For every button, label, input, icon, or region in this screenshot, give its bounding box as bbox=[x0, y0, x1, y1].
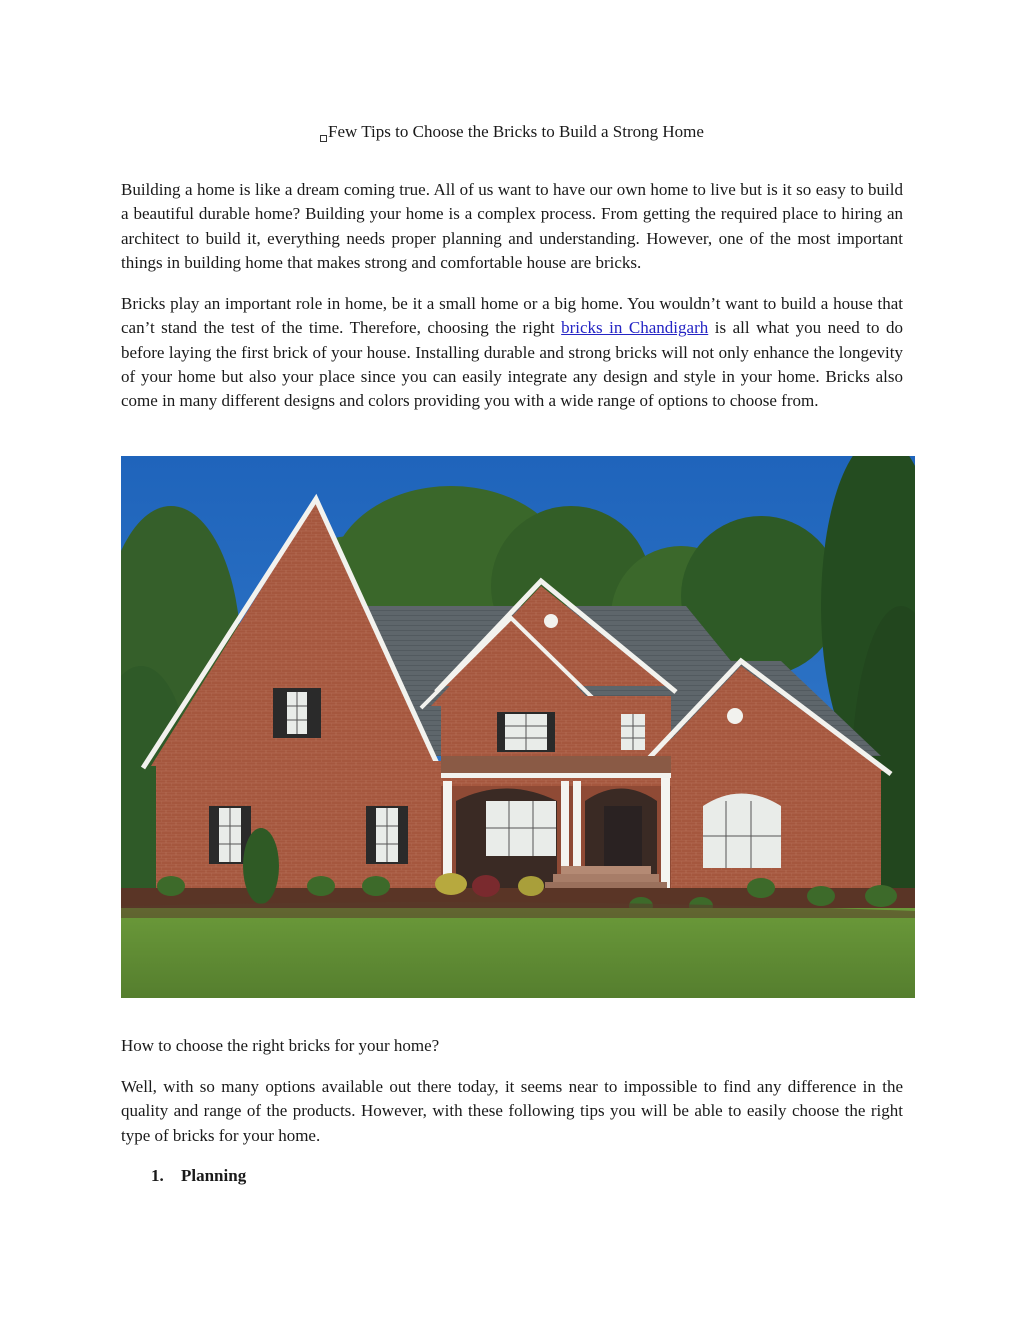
tips-list bbox=[151, 1164, 246, 1188]
paragraph-text: Bricks play an important role in home, be it a small home or a big home. You wouldn’t want to build a house that can’t stand the test of the time. Therefore, choosing the right bbox=[121, 294, 903, 338]
bricks-in-chandigarh-link[interactable]: bricks in Chandigarh bbox=[561, 318, 709, 338]
brick-house-photo bbox=[121, 456, 915, 998]
document-title bbox=[0, 121, 1024, 143]
bricks-role-paragraph bbox=[121, 292, 903, 413]
tips-intro-paragraph: Well, with so many options available out there today, it seems near to impossible to find any difference in the quality and range of the products. However, with these following tips you will be able to easily choose the right type of bricks for your home. bbox=[121, 1077, 903, 1145]
title-text: Few Tips to Choose the Bricks to Build a Strong Home bbox=[328, 122, 704, 141]
section-heading: How to choose the right bricks for your home? bbox=[121, 1036, 440, 1055]
list-number: 1. bbox=[151, 1166, 164, 1185]
intro-paragraph: Building a home is like a dream coming true. All of us want to have our own home to live but is it so easy to build a beautiful durable home? Building your home is a complex process. From getting the required place to hiring an architect to build it, everything needs proper planning and understanding. However, one of the most important things in building home that makes strong and comfortable house are bricks. bbox=[121, 180, 903, 272]
list-label: Planning bbox=[181, 1166, 247, 1185]
list-item bbox=[151, 1164, 246, 1188]
small-square-icon bbox=[320, 135, 327, 142]
paragraph-text: is all what you need to do before laying the first brick of your house. Installing durable and strong bricks will not only enhance the longevity of your home but also your place since you can easily integrate any design and style in your home. Bricks also come in many different designs and colors providing you with a wide range of options to choose from. bbox=[121, 318, 903, 411]
